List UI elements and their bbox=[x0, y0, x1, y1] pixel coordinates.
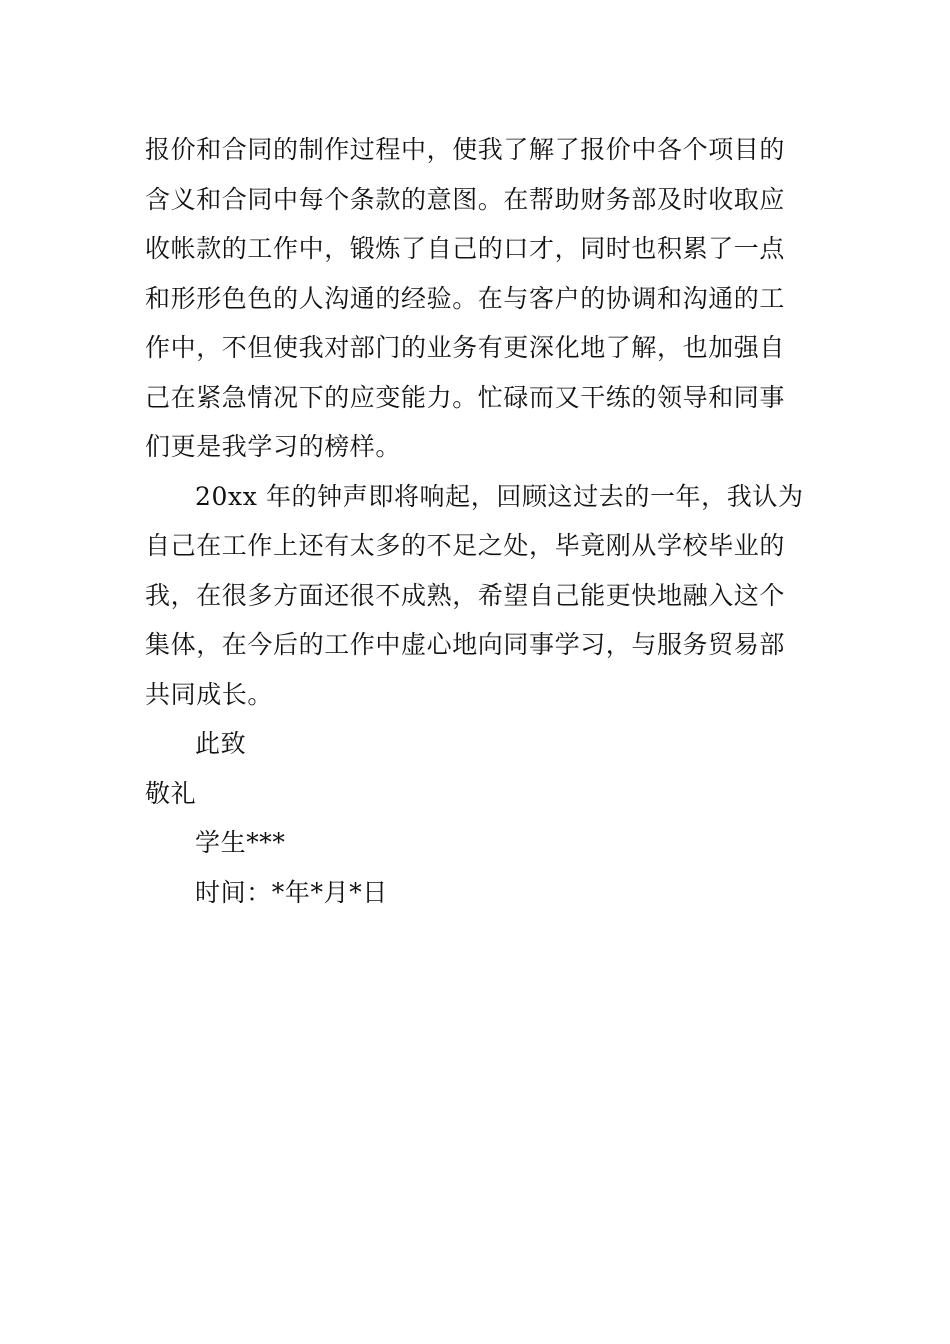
text-line: 我，在很多方面还很不成熟，希望自己能更快地融入这个 bbox=[145, 580, 786, 610]
text-line: 含义和合同中每个条款的意图。在帮助财务部及时收取应 bbox=[145, 184, 786, 214]
text-line: 收帐款的工作中，锻炼了自己的口才，同时也积累了一点 bbox=[145, 234, 786, 263]
text-line: 20xx 年的钟声即将响起，回顾这过去的一年，我认为 bbox=[195, 481, 804, 511]
date-text: 时间：*年*月*日 bbox=[195, 877, 388, 907]
text-line: 们更是我学习的榜样。 bbox=[145, 432, 402, 461]
letter-body bbox=[145, 125, 807, 917]
text-line: 共同成长。 bbox=[145, 679, 274, 709]
signature-text: 学生*** bbox=[195, 828, 286, 857]
text-line: 集体，在今后的工作中虚心地向同事学习，与服务贸易部 bbox=[145, 630, 786, 659]
closing-text: 此致 bbox=[195, 729, 247, 758]
salute-text: 敬礼 bbox=[145, 778, 197, 808]
text-line: 和形形色色的人沟通的经验。在与客户的协调和沟通的工 bbox=[145, 283, 786, 313]
paragraph-1 bbox=[145, 125, 807, 472]
text-line: 自己在工作上还有太多的不足之处，毕竟刚从学校毕业的 bbox=[145, 531, 786, 560]
text-line: 报价和合同的制作过程中，使我了解了报价中各个项目的 bbox=[145, 135, 786, 164]
text-line: 己在紧急情况下的应变能力。忙碌而又干练的领导和同事 bbox=[145, 382, 786, 412]
paragraph-2 bbox=[145, 472, 807, 720]
text-line: 作中，不但使我对部门的业务有更深化地了解，也加强自 bbox=[145, 333, 786, 362]
